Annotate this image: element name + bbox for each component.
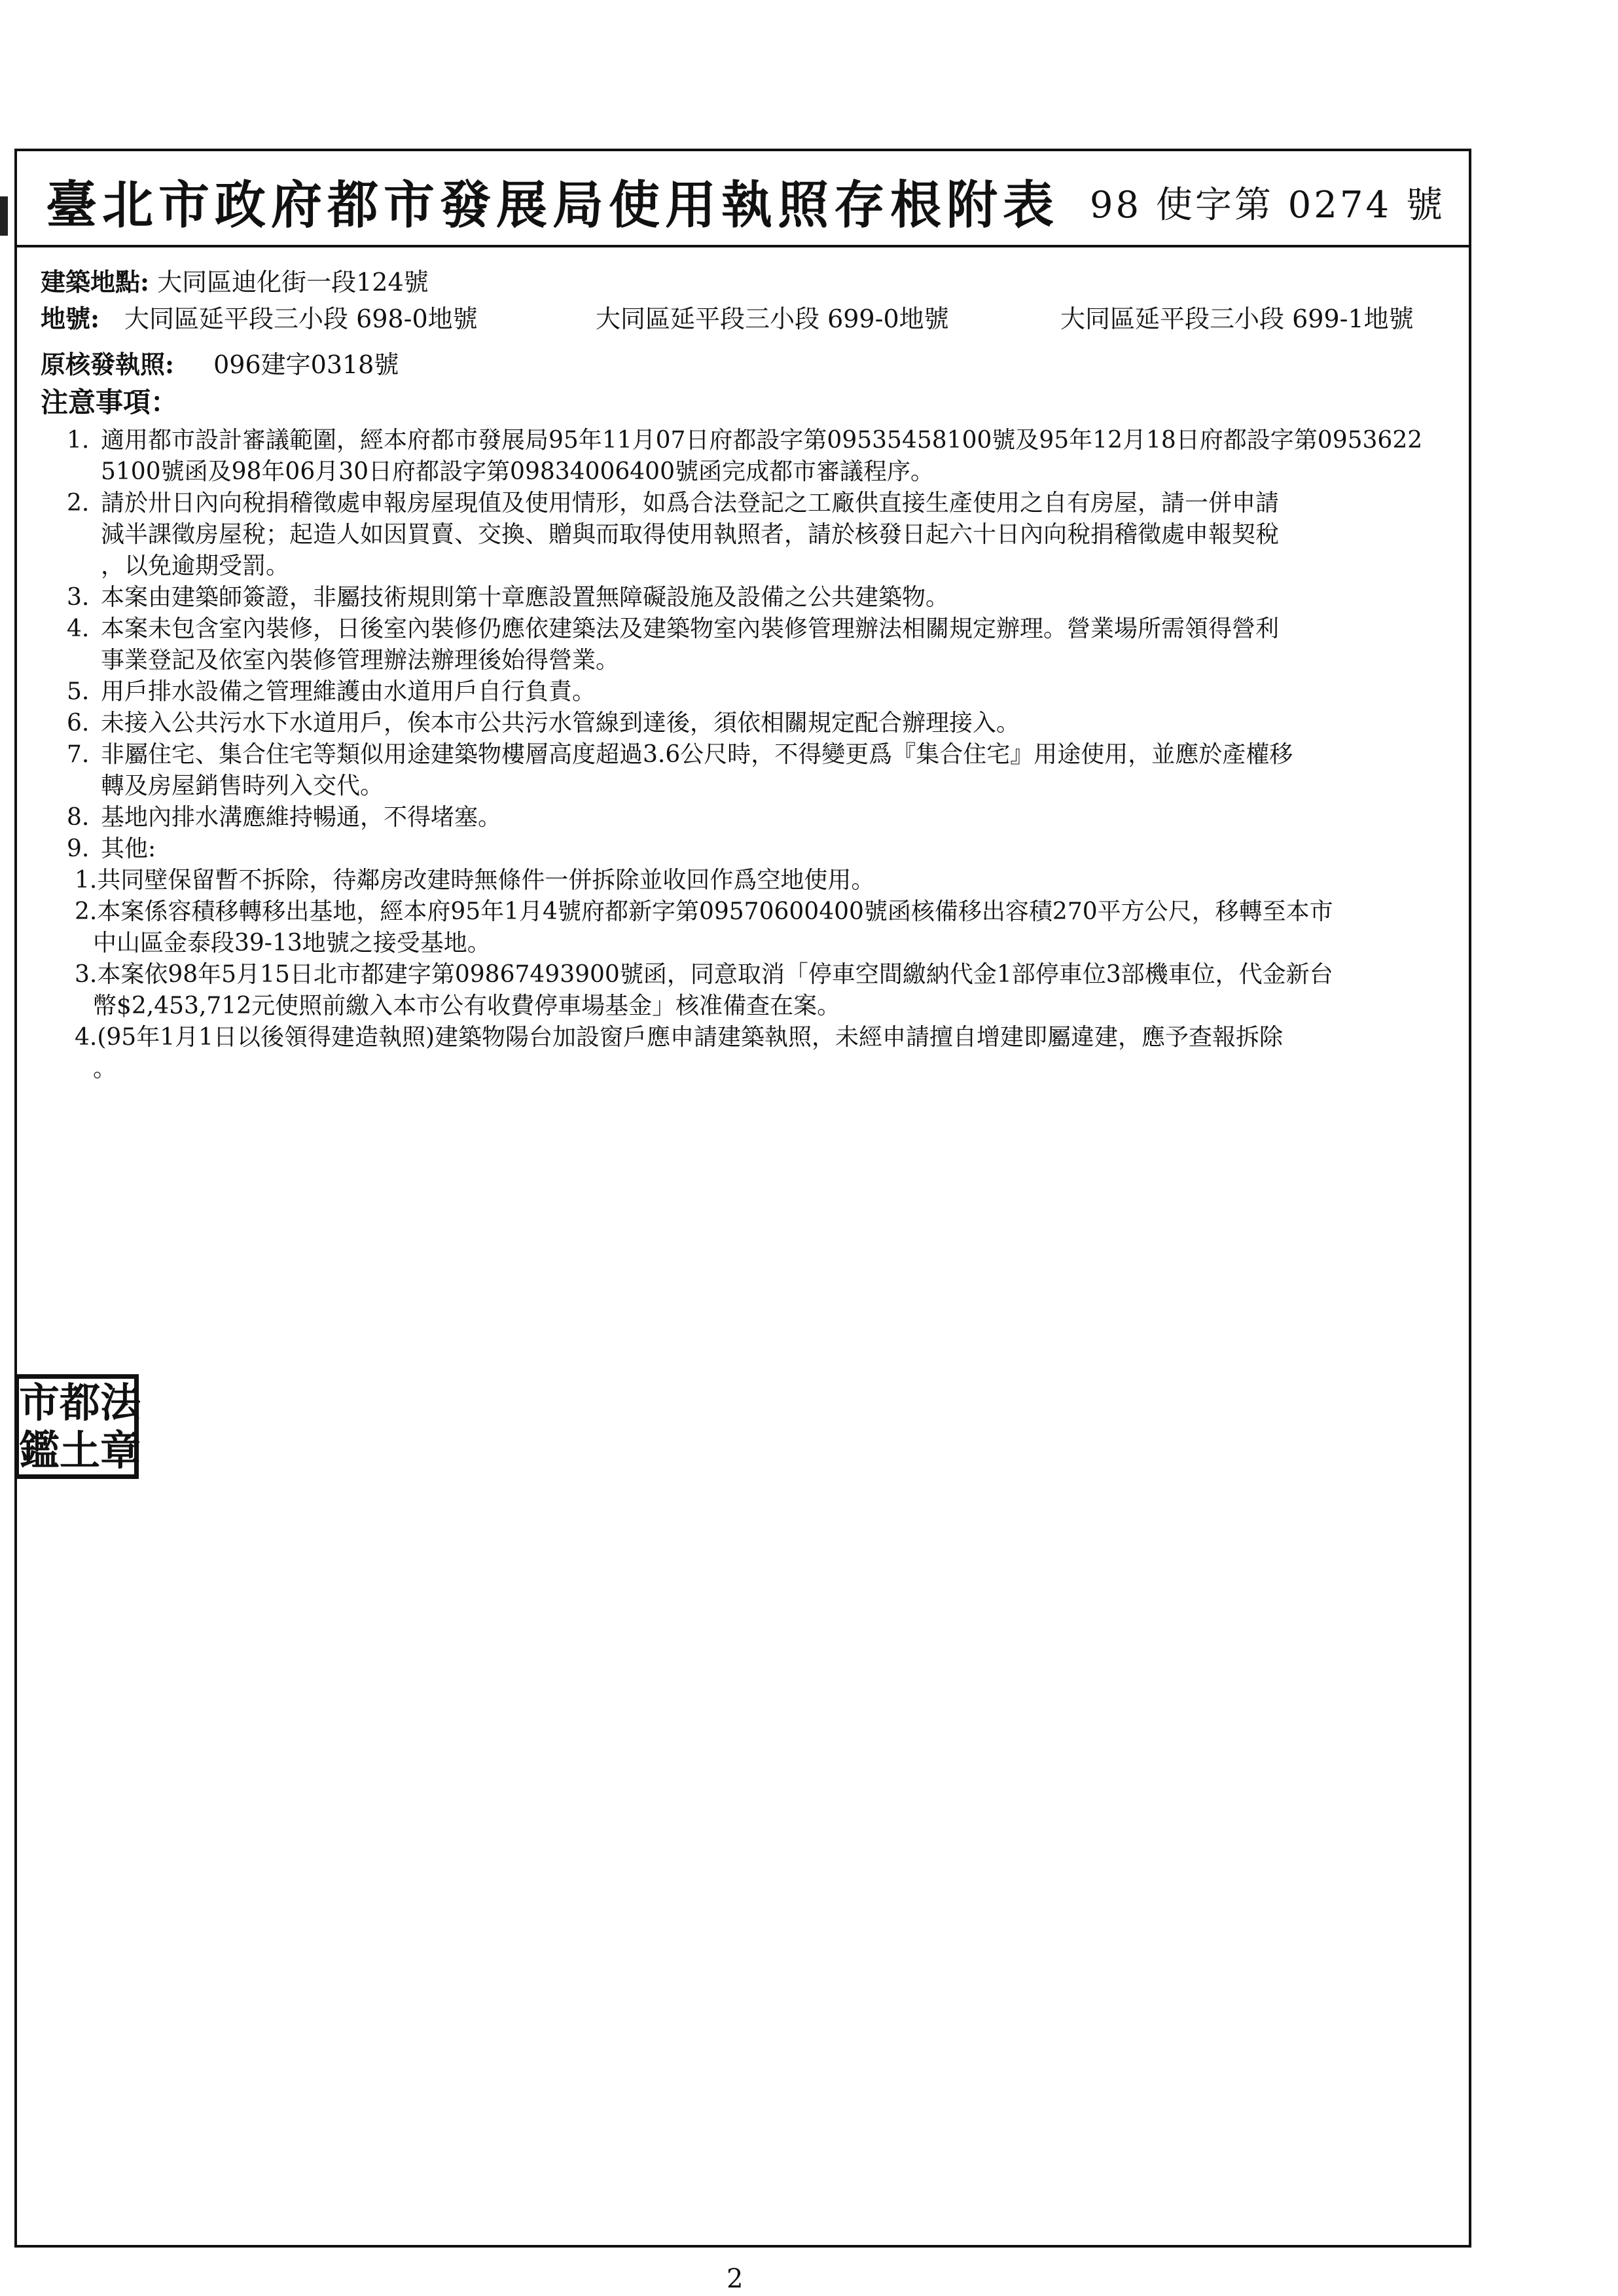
note-line: ，以免逾期受罰。 xyxy=(101,553,290,579)
permit-row xyxy=(41,346,1454,383)
lot-item: 大同區延平段三小段 698-0地號 xyxy=(124,304,478,333)
permit-value: 096建字0318號 xyxy=(213,350,399,379)
note-line: 轉及房屋銷售時列入交代。 xyxy=(101,773,384,799)
official-seal xyxy=(14,1374,139,1479)
scan-edge-mark xyxy=(0,196,8,236)
note-line: 未接入公共污水下水道用戶，俟本市公共污水管線到達後，須依相關規定配合辦理接入。 xyxy=(101,710,1020,737)
note-line: 本案未包含室內裝修，日後室內裝修仍應依建築法及建築物室內裝修管理辦法相關規定辦理。營業場所需領得營利 xyxy=(101,615,1280,642)
seal-char: 土 xyxy=(60,1426,101,1474)
note-line: 非屬住宅、集合住宅等類似用途建築物樓層高度超過3.6公尺時，不得變更爲『集合住宅』用途使用，並應於產權移 xyxy=(101,741,1293,768)
note-line: 適用都市設計審議範圍，經本府都市發展局95年11月07日府都設字第09535458100號及95年12月18日府都設字第0953622 xyxy=(101,427,1423,454)
note-line: 事業登記及依室內裝修管理辦法辦理後始得營業。 xyxy=(101,647,620,674)
notes-list xyxy=(41,425,1454,865)
notes-title: 注意事項： xyxy=(41,386,179,418)
other-item-line: 中山區金泰段39-13地號之接受基地。 xyxy=(93,930,491,957)
lots-row xyxy=(41,301,1454,337)
document-number: 98 使字第 0274 號 xyxy=(1089,184,1445,227)
note-line: 減半課徵房屋稅；起造人如因買賣、交換、贈與而取得使用執照者，請於核發日起六十日內向稅捐稽徵處申報契稅 xyxy=(101,521,1280,548)
note-number: 7. xyxy=(67,741,90,768)
seal-char: 章 xyxy=(100,1426,141,1474)
note-line: 基地內排水溝應維持暢通，不得堵塞。 xyxy=(101,804,502,831)
note-line: 本案由建築師簽證，非屬技術規則第十章應設置無障礙設施及設備之公共建築物。 xyxy=(101,584,950,611)
note-line: 用戶排水設備之管理維護由水道用戶自行負責。 xyxy=(101,678,596,705)
note-item xyxy=(67,613,1454,676)
document-header xyxy=(17,151,1469,247)
lot-item: 大同區延平段三小段 699-1地號 xyxy=(1060,304,1414,333)
seal-char: 都 xyxy=(60,1378,101,1427)
note-line: 請於卅日內向稅捐稽徵處申報房屋現值及使用情形，如爲合法登記之工廠供直接生產使用之自有房屋，請一併申請 xyxy=(101,490,1280,517)
note-number: 3. xyxy=(67,584,90,611)
note-item xyxy=(67,739,1454,802)
note-item xyxy=(67,708,1454,739)
site-label: 建築地點: xyxy=(41,267,150,297)
other-items-list xyxy=(75,865,1454,1085)
note-item xyxy=(67,425,1454,488)
document-frame xyxy=(14,149,1471,2248)
note-item xyxy=(67,802,1454,833)
document-body xyxy=(41,264,1454,1085)
other-item-line: 2.本案係容積移轉移出基地，經本府95年1月4號府都新字第09570600400號函核備移出容積270平方公尺，移轉至本市 xyxy=(75,898,1333,925)
note-number: 8. xyxy=(67,804,90,831)
document-title: 臺北市政府都市發展局使用執照存根附表 xyxy=(46,175,1060,235)
seal-char: 市 xyxy=(19,1378,60,1427)
other-item-line: 幣$2,453,712元使照前繳入本市公有收費停車場基金」核准備查在案。 xyxy=(93,993,841,1019)
note-number: 4. xyxy=(67,615,90,642)
site-value: 大同區迪化街一段124號 xyxy=(157,268,429,297)
note-item xyxy=(67,488,1454,582)
permit-label: 原核發執照: xyxy=(41,350,175,379)
note-number: 6. xyxy=(67,710,90,737)
note-number: 9. xyxy=(67,835,90,862)
note-item xyxy=(67,833,1454,865)
other-item-line: 3.本案依98年5月15日北市都建字第09867493900號函，同意取消「停車空間繳納代金1部停車位3部機車位，代金新台 xyxy=(75,961,1333,988)
note-item xyxy=(67,582,1454,613)
other-item-line: 1.共同壁保留暫不拆除，待鄰房改建時無條件一併拆除並收回作爲空地使用。 xyxy=(75,867,875,894)
note-number: 5. xyxy=(67,678,90,705)
note-line: 5100號函及98年06月30日府都設字第09834006400號函完成都市審議程序。 xyxy=(101,458,934,485)
note-item xyxy=(67,676,1454,708)
seal-char: 法 xyxy=(100,1378,141,1427)
note-line: 其他: xyxy=(101,835,156,862)
note-number: 2. xyxy=(67,490,90,517)
seal-char: 鑑 xyxy=(19,1426,60,1474)
other-item-line: 。 xyxy=(93,1055,117,1082)
lots-label: 地號: xyxy=(41,304,100,333)
page-number: 2 xyxy=(727,2264,744,2294)
other-item-line: 4.(95年1月1日以後領得建造執照)建築物陽台加設窗戶應申請建築執照，未經申請擅自增建即屬違建，應予查報拆除 xyxy=(75,1024,1284,1051)
site-row xyxy=(41,264,1454,301)
note-number: 1. xyxy=(67,427,90,454)
lot-item: 大同區延平段三小段 699-0地號 xyxy=(596,304,949,333)
